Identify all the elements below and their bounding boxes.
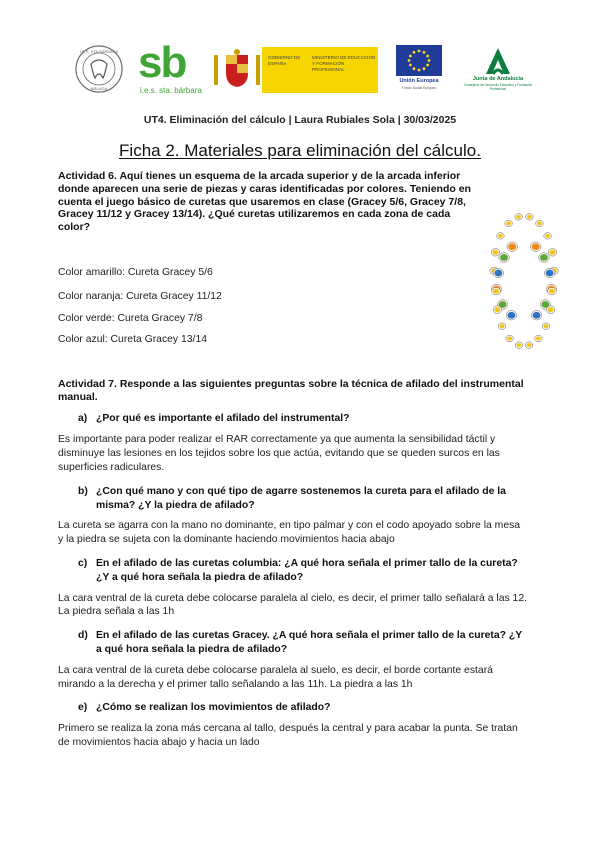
page-title-text: Ficha 2. Materiales para eliminación del cálculo. bbox=[119, 141, 481, 160]
page-title bbox=[0, 141, 600, 161]
tooth-face-yellow bbox=[494, 307, 500, 312]
tooth-face-orange bbox=[532, 243, 540, 250]
tooth-face-yellow bbox=[550, 250, 556, 255]
tooth-face-yellow bbox=[544, 324, 549, 328]
question-c-text: En el afilado de las curetas columbia: ¿A qué hora señala el primer tallo de la cureta? ¿Y a qué hora señala la piedra de afilado? bbox=[96, 557, 518, 583]
junta-andalucia-logo bbox=[462, 44, 534, 94]
answer-a: Es importante para poder realizar el RAR correctamente ya que aumenta la sensibilidad táctil y disminuye las lesiones en los tejidos sobre los que actúa, evitando que se queden surcos en las superficies radiculares. bbox=[58, 434, 500, 473]
tooth-face-yellow bbox=[517, 343, 522, 347]
ministerio-text: MINISTERIO DE EDUCACIÓN Y FORMACIÓN PROFESIONAL bbox=[312, 55, 376, 72]
tooth-face-yellow bbox=[498, 234, 503, 238]
document-header: UT4. Eliminación del cálculo | Laura Rubiales Sola | 30/03/2025 bbox=[143, 114, 457, 126]
junta-arch-icon bbox=[462, 44, 534, 76]
tooth-face-blue bbox=[546, 270, 554, 277]
question-e bbox=[78, 701, 528, 715]
question-d bbox=[78, 629, 528, 657]
tooth-face-yellow bbox=[536, 337, 541, 341]
tooth-face-yellow bbox=[492, 250, 498, 255]
question-b bbox=[78, 485, 528, 513]
svg-text:MÁLAGA: MÁLAGA bbox=[90, 86, 108, 91]
tooth-face-blue bbox=[494, 270, 502, 277]
tooth-face-yellow bbox=[516, 215, 521, 219]
question-b-letter: b) bbox=[78, 485, 88, 497]
spain-coat-of-arms-icon bbox=[212, 47, 262, 93]
tooth-face-yellow bbox=[549, 289, 555, 294]
tooth-face-yellow bbox=[545, 234, 550, 238]
gobierno-espana-logo bbox=[212, 47, 378, 93]
activity-7-question: Actividad 7. Responde a las siguientes preguntas sobre la técnica de afilado del instrumental manual. bbox=[58, 378, 524, 403]
tooth-face-yellow bbox=[500, 324, 505, 328]
tooth-face-orange bbox=[508, 243, 516, 250]
answer-yellow: Color amarillo: Cureta Gracey 5/6 bbox=[58, 267, 213, 278]
tooth-face-yellow bbox=[527, 343, 532, 347]
answer-b: La cureta se agarra con la mano no dominante, en tipo palmar y con el codo apoyado sobre la mesa y la piedra se sujeta con la dominante haciendo movimientos hacia abajo bbox=[58, 520, 521, 546]
question-b-text: ¿Con qué mano y con qué tipo de agarre sostenemos la cureta para el afilado de la misma? ¿Y la piedra de afilado? bbox=[96, 485, 506, 511]
lower-arcade bbox=[492, 242, 557, 348]
eu-label: Unión Europea bbox=[399, 78, 439, 84]
question-e-letter: e) bbox=[78, 702, 88, 714]
tooth-face-blue bbox=[533, 312, 541, 319]
tooth-face-yellow bbox=[506, 222, 511, 226]
eu-subtitle: Fondo Social Europeo bbox=[401, 86, 437, 90]
sb-logo-letters: sb bbox=[138, 38, 186, 87]
tooth-face-blue bbox=[508, 312, 516, 319]
question-e-text: ¿Cómo se realizan los movimientos de afilado? bbox=[96, 702, 331, 714]
answer-e: Primero se realiza la zona más cercana al tallo, después la central y para acabar la punta. Se tratan de movimientos hacia abajo y hacia un lado bbox=[58, 723, 518, 748]
activity-7 bbox=[58, 378, 528, 750]
tooth-face-yellow bbox=[537, 222, 542, 226]
eu-flag-icon bbox=[396, 45, 442, 76]
logo-bar bbox=[0, 0, 600, 110]
dental-arch-svg bbox=[474, 206, 574, 356]
junta-subtitle: Consejería de Desarrollo Educativo y Formación Profesional bbox=[463, 83, 533, 91]
sb-logo-subtitle: i.e.s. sta. bárbara bbox=[140, 86, 202, 95]
dental-arch-diagram bbox=[474, 206, 574, 356]
tooth-face-yellow bbox=[548, 307, 554, 312]
answer-d: La cara ventral de la cureta debe colocarse paralela al suelo, es decir, el borde cortante estará mirando a la derecha y el primer tallo señalando a las 11h. La piedra a las 1h bbox=[58, 664, 493, 690]
junta-label: Junta de Andalucía bbox=[472, 76, 524, 82]
svg-text:I.E.S. STA BÁRBARA: I.E.S. STA BÁRBARA bbox=[79, 49, 119, 54]
answer-c: La cara ventral de la cureta debe colocarse paralela al cielo, es decir, el primer tallo señalará a las 12. La piedra señala a las 1h bbox=[58, 592, 527, 618]
question-c bbox=[78, 557, 528, 585]
question-a-letter: a) bbox=[78, 412, 88, 424]
question-c-letter: c) bbox=[78, 557, 88, 569]
gobierno-espana-text: GOBIERNO DE ESPAÑA bbox=[268, 55, 301, 66]
upper-arcade bbox=[490, 214, 559, 320]
sb-logo bbox=[138, 38, 202, 98]
answer-green: Color verde: Cureta Gracey 7/8 bbox=[58, 313, 203, 324]
question-d-text: En el afilado de las curetas Gracey. ¿A qué hora señala el primer tallo de la cureta? ¿Y a qué hora señala la piedra de afilado? bbox=[96, 630, 522, 655]
question-a bbox=[78, 412, 528, 426]
answer-blue: Color azul: Cureta Gracey 13/14 bbox=[58, 334, 208, 345]
question-d-letter: d) bbox=[78, 630, 88, 642]
activity-6-question: Actividad 6. Aquí tienes un esquema de la arcada superior y de la arcada inferior donde aparecen una serie de piezas y caras identificadas por colores. Teniendo en cuenta el juego básico de curetas que usaremos en clase (Gracey 5/6, Gracey 7/8, Gracey 11/12 y Gracey 13/14). ¿Qué curetas utilizaremos en cada zona de cada color? bbox=[58, 170, 471, 234]
tooth-face-yellow bbox=[493, 289, 499, 294]
tooth-face-green bbox=[500, 254, 508, 261]
school-seal-logo bbox=[74, 44, 124, 94]
tooth-face-green bbox=[540, 254, 548, 261]
activity-6 bbox=[58, 170, 532, 234]
question-a-text: ¿Por qué es importante el afilado del instrumental? bbox=[96, 412, 350, 424]
tooth-face-yellow bbox=[507, 337, 512, 341]
answer-orange: Color naranja: Cureta Gracey 11/12 bbox=[58, 291, 222, 302]
union-europea-logo bbox=[396, 45, 442, 93]
tooth-face-yellow bbox=[527, 215, 532, 219]
